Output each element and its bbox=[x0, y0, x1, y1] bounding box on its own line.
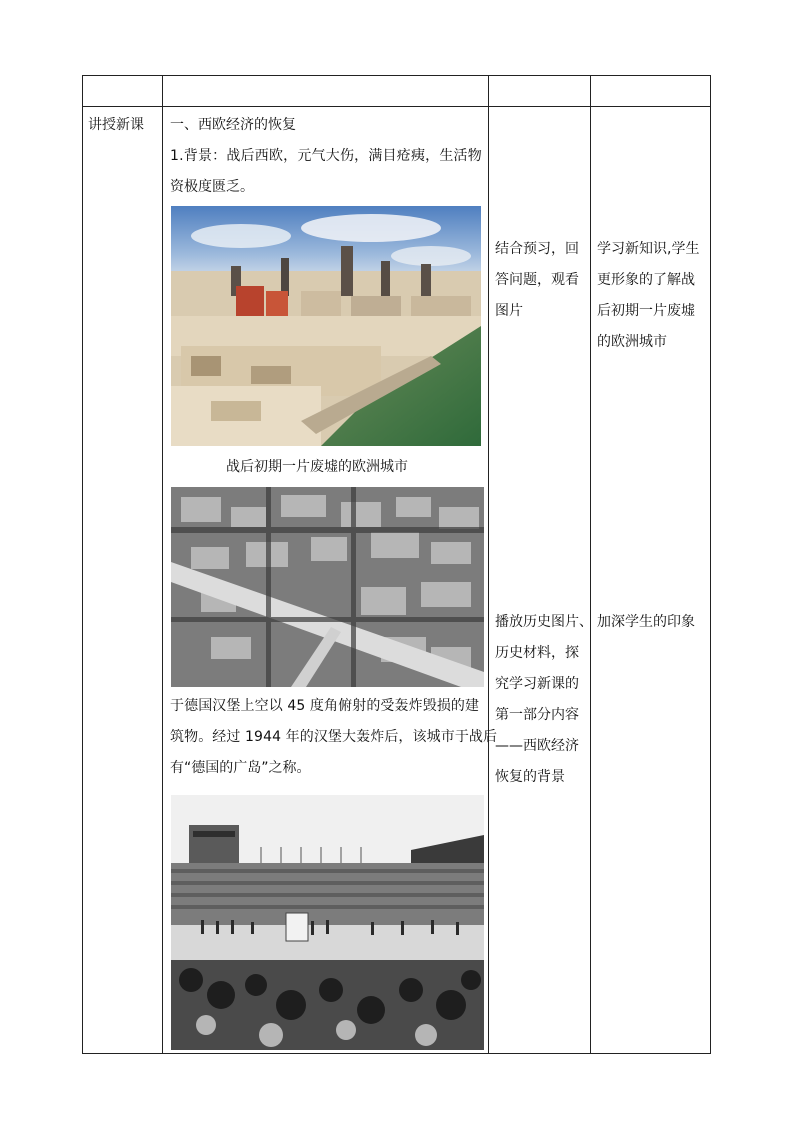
photo-bombed-hamburg bbox=[171, 487, 484, 687]
stage-label: 讲授新课 bbox=[88, 117, 144, 133]
table-border-left bbox=[82, 75, 83, 1054]
table-col-divider-3 bbox=[590, 75, 591, 1054]
photo-ruined-city bbox=[171, 206, 481, 446]
purpose-block1-line-1: 学习新知识,学生 bbox=[597, 241, 700, 257]
purpose-block1-line-3: 后初期一片废墟 bbox=[597, 303, 695, 319]
activity-block1-line-3: 图片 bbox=[495, 303, 523, 319]
activity-block2-line-6: 恢复的背景 bbox=[495, 769, 565, 785]
activity-block1-line-2: 答问题，观看 bbox=[495, 272, 579, 288]
table-col-divider-2 bbox=[488, 75, 489, 1054]
photo2-desc-line-3: 有“德国的广岛”之称。 bbox=[170, 760, 311, 776]
photo2-desc-line-1: 于德国汉堡上空以 45 度角俯射的受轰炸毁损的建 bbox=[170, 698, 480, 714]
purpose-block1-line-4: 的欧洲城市 bbox=[597, 334, 667, 350]
photo-stadium-ceremony bbox=[171, 795, 484, 1050]
section-title: 一、西欧经济的恢复 bbox=[170, 117, 296, 133]
table-header-divider bbox=[82, 106, 711, 107]
activity-block1-line-1: 结合预习，回 bbox=[495, 241, 579, 257]
photo1-caption: 战后初期一片废墟的欧洲城市 bbox=[226, 459, 408, 475]
table-col-divider-1 bbox=[162, 75, 163, 1054]
purpose-block2-line-1: 加深学生的印象 bbox=[597, 614, 695, 630]
activity-block2-line-1: 播放历史图片、 bbox=[495, 614, 593, 630]
activity-block2-line-2: 历史材料，探 bbox=[495, 645, 579, 661]
table-border-bottom bbox=[82, 1053, 711, 1054]
activity-block2-line-4: 第一部分内容 bbox=[495, 707, 579, 723]
background-line-1: 1.背景：战后西欧，元气大伤，满目疮痍，生活物 bbox=[170, 148, 482, 164]
table-border-right bbox=[710, 75, 711, 1054]
purpose-block1-line-2: 更形象的了解战 bbox=[597, 272, 695, 288]
photo2-desc-line-2: 筑物。经过 1944 年的汉堡大轰炸后，该城市于战后 bbox=[170, 729, 498, 745]
activity-block2-line-3: 究学习新课的 bbox=[495, 676, 579, 692]
table-border-top bbox=[82, 75, 711, 76]
activity-block2-line-5: ——西欧经济 bbox=[495, 738, 579, 754]
background-line-2: 资极度匮乏。 bbox=[170, 179, 254, 195]
